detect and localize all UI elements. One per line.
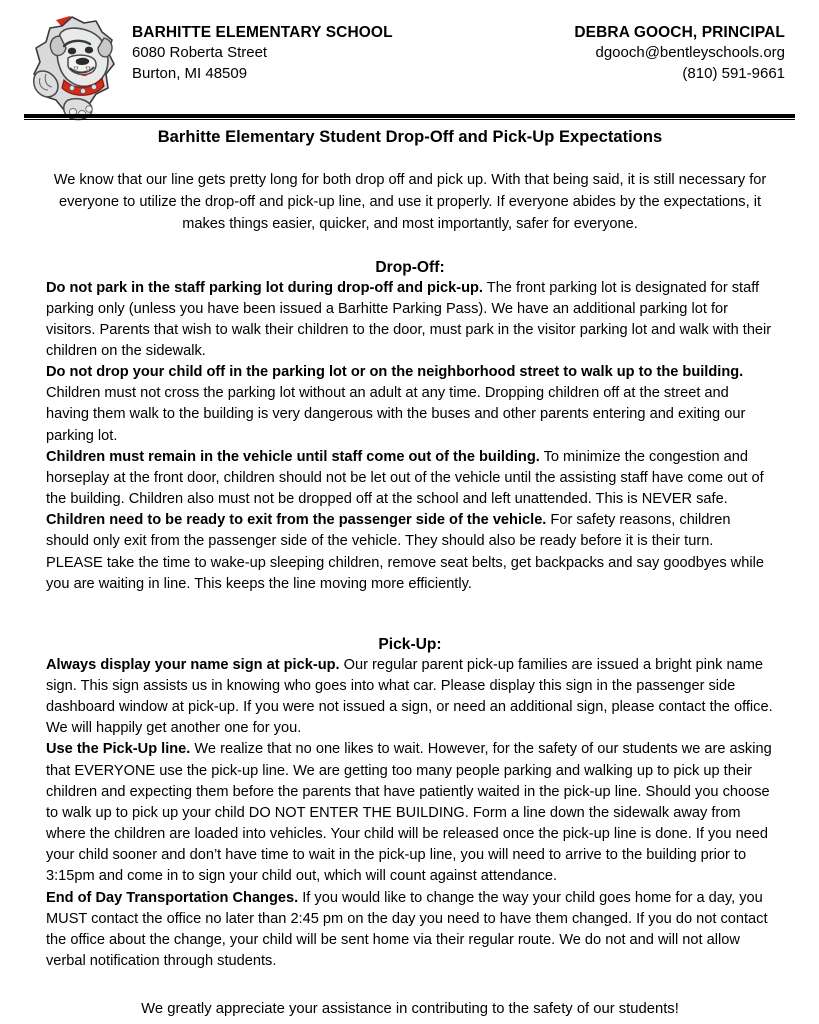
section-heading-pickup: Pick-Up: <box>378 635 442 653</box>
pickup-item-body: We realize that no one likes to wait. However, for the safety of our students we are asking that EVERYONE use the pick-up line. We are getting too many people parking and walking up to pick up their children and expecting them before the parents that have patiently waited in the pick-up line. Should you choose to walk up to pick up your child DO NOT ENTER THE BUILDING. Form a line down the sidewalk away from where the children are loaded into vehicles. Your child will be released once the pick-up line is done. If you need your child sooner and don’t have time to wait in the pick-up line, you will need to arrive to the building prior to 3:15pm and come in to sign your child out, which will count against attendance. <box>46 741 772 885</box>
pickup-item-body: If you would like to change the way your child goes home for a day, you MUST contact the office no later than 2:45 pm on the day you need to have them changed. If you do not contact the office about the change, your child will be sent home via their regular route. We do not and will not allow verbal notification through students. <box>46 889 768 970</box>
page-title: Barhitte Elementary Student Drop-Off and Pick-Up Expectations <box>157 128 663 146</box>
pickup-item <box>46 655 774 740</box>
divider-thick-line <box>24 114 795 118</box>
dropoff-item-lead: Children need to be ready to exit from the passenger side of the vehicle. <box>46 512 547 529</box>
bulldog-mascot-logo <box>26 14 122 122</box>
pickup-item-body: Our regular parent pick-up families are issued a bright pink name sign. This sign assists us in knowing who goes into what car. Please display this sign in the passenger side dashboard window at pick-up. If you were not issued a sign, or need an additional sign, please contact the office. We will happily get another one for you. <box>46 656 773 737</box>
principal-contact-block <box>574 22 785 85</box>
dropoff-item-body: To minimize the congestion and horseplay at the front door, children should not be let out of the vehicle until the assisting staff have come out of the building. Children also must not be dropped off at the school and left unattended. This is NEVER safe. <box>46 448 764 508</box>
dropoff-item-lead: Children must remain in the vehicle until staff come out of the building. <box>46 448 540 465</box>
intro-paragraph: We know that our line gets pretty long for both drop off and pick up. With that being said, it is still necessary for everyone to utilize the drop-off and pick-up line, and use it properly. If everyone abides by the expectations, it makes things easier, quicker, and most importantly, safer for everyone. <box>53 172 767 233</box>
dropoff-item-body: For safety reasons, children should only exit from the passenger side of the vehicle. They should also be ready before it is their turn. PLEASE take the time to wake-up sleeping children, remove seat belts, get backpacks and say goodbyes while you are waiting in line. This keeps the line moving more efficiently. <box>46 512 764 592</box>
school-address-line-1: 6080 Roberta Street <box>132 44 268 62</box>
pickup-item <box>46 888 774 973</box>
dropoff-item <box>46 278 774 363</box>
school-address-line-2: Burton, MI 48509 <box>132 65 248 83</box>
document-body <box>0 128 819 1017</box>
header-divider-rule <box>24 114 795 120</box>
principal-email: dgooch@bentleyschools.org <box>595 44 785 62</box>
principal-name: DEBRA GOOCH, PRINCIPAL <box>574 24 785 41</box>
dropoff-item <box>46 362 774 447</box>
school-name: BARHITTE ELEMENTARY SCHOOL <box>132 24 393 41</box>
dropoff-item-body: The front parking lot is designated for staff parking only (unless you have been issued a Barhitte Parking Pass). We have an additional parking lot for visitors. Parents that wish to walk their children to the door, must park in the visitor parking lot and walk with their children on the sidewalk. <box>46 279 772 359</box>
dropoff-item <box>46 510 774 595</box>
dropoff-item-lead: Do not drop your child off in the parking lot or on the neighborhood street to walk up to the building. <box>46 364 744 381</box>
pickup-item-lead: Always display your name sign at pick-up. <box>46 656 340 673</box>
letterhead <box>0 0 819 100</box>
divider-thin-line <box>24 119 795 120</box>
closing-statement: We greatly appreciate your assistance in contributing to the safety of our students! <box>141 1001 679 1018</box>
pickup-item-lead: Use the Pick-Up line. <box>46 741 191 758</box>
pickup-item <box>46 739 774 887</box>
principal-phone: (810) 591-9661 <box>682 65 785 83</box>
pickup-item-lead: End of Day Transportation Changes. <box>46 889 299 906</box>
section-heading-dropoff: Drop-Off: <box>375 258 445 276</box>
dropoff-item-body: Children must not cross the parking lot without an adult at any time. Dropping children off at the street and having them walk to the building is very dangerous with the buses and other parents entering and exiting our parking lot. <box>46 385 746 444</box>
section-spacer <box>46 595 774 613</box>
school-identity-block <box>132 22 393 85</box>
dropoff-item-lead: Do not park in the staff parking lot during drop-off and pick-up. <box>46 279 483 296</box>
dropoff-item <box>46 447 774 510</box>
